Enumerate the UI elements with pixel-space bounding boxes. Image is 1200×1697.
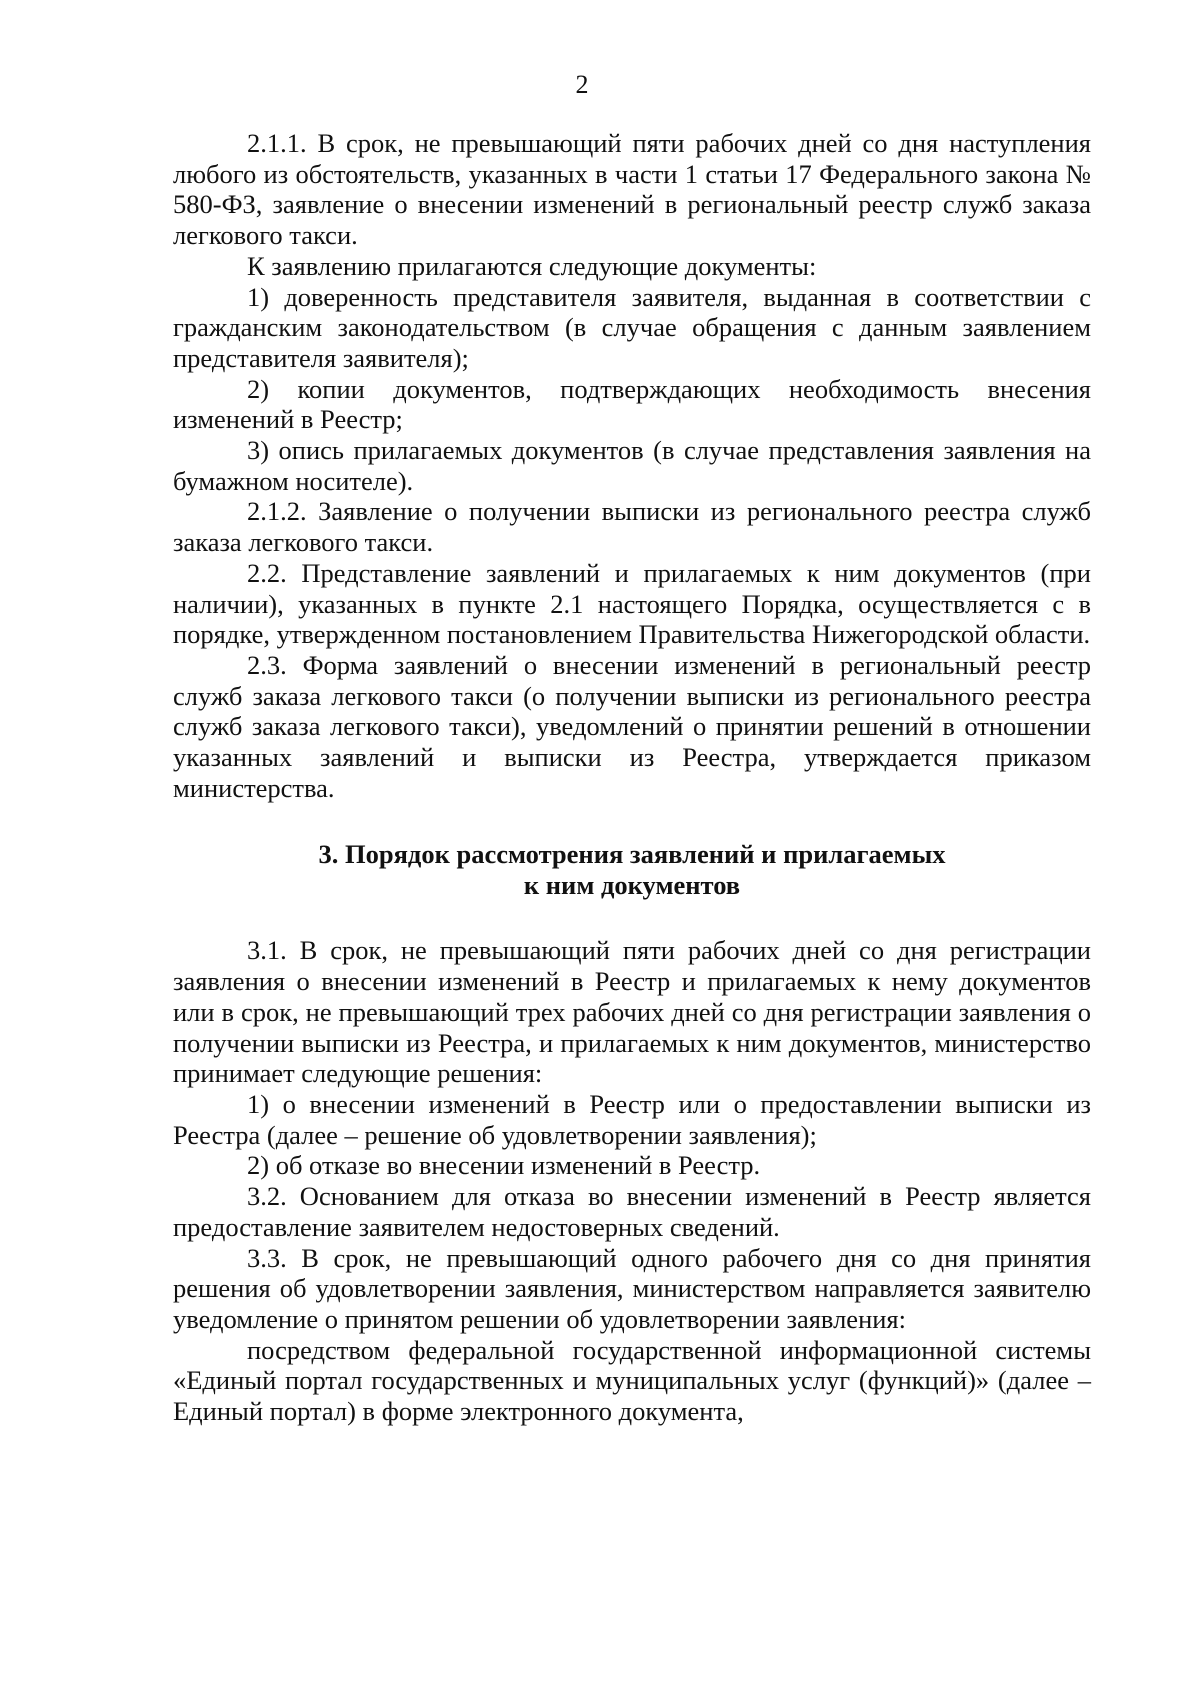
list-item-document-2: 2) копии документов, подтверждающих необходимость внесения изменений в Реестр;: [173, 373, 1091, 435]
paragraph-3-3: 3.3. В срок, не превышающий одного рабочего дня со дня принятия решения об удовлетворении заявления, министерством направляется заявителю уведомление о принятом решении об удовлетворении заявления:: [173, 1242, 1091, 1334]
section-heading-line-2: к ним документов: [523, 870, 741, 901]
list-item-decision-2: 2) об отказе во внесении изменений в Реестр.: [247, 1150, 761, 1181]
page-number: 2: [575, 70, 589, 99]
paragraph-2-2: 2.2. Представление заявлений и прилагаемых к ним документов (при наличии), указанных в пункте 2.1 настоящего Порядка, осуществляется с в порядке, утвержденном постановлением Правительства Нижегородской области.: [173, 557, 1091, 650]
list-item-document-3: 3) опись прилагаемых документов (в случае представления заявления на бумажном носителе).: [173, 435, 1091, 496]
section-heading-line-1: 3. Порядок рассмотрения заявлений и прилагаемых: [318, 839, 946, 870]
paragraph-2-3: 2.3. Форма заявлений о внесении изменений в региональный реестр служб заказа легкового такси (о получении выписки из регионального реестра служб заказа легкового такси), уведомлений о принятии решений в отношении указанных заявлений и выписки из Реестра, утверждается приказом министерства.: [173, 649, 1091, 803]
document-body: [173, 128, 1091, 1427]
paragraph-documents-intro: К заявлению прилагаются следующие документы:: [247, 250, 817, 281]
section-heading: [173, 839, 1091, 901]
list-item-decision-1: 1) о внесении изменений в Реестр или о предоставлении выписки из Реестра (далее – решение об удовлетворении заявления);: [173, 1088, 1091, 1150]
list-item-document-1: 1) доверенность представителя заявителя, выданная в соответствии с гражданским законодательством (в случае обращения с данным заявлением представителя заявителя);: [173, 281, 1091, 373]
paragraph-2-1-1: 2.1.1. В срок, не превышающий пяти рабочих дней со дня наступления любого из обстоятельств, указанных в части 1 статьи 17 Федерального закона № 580-ФЗ, заявление о внесении изменений в региональный реестр служб заказа легкового такси.: [173, 128, 1091, 251]
paragraph-2-1-2: 2.1.2. Заявление о получении выписки из регионального реестра служб заказа легкового такси.: [173, 496, 1091, 558]
paragraph-3-1: 3.1. В срок, не превышающий пяти рабочих дней со дня регистрации заявления о внесении изменений в Реестр и прилагаемых к нему документов или в срок, не превышающий трех рабочих дней со дня регистрации заявления о получении выписки из Реестра, и прилагаемых к ним документов, министерство принимает следующие решения:: [173, 935, 1091, 1089]
paragraph-3-2: 3.2. Основанием для отказа во внесении изменений в Реестр является предоставление заявителем недостоверных сведений.: [173, 1181, 1091, 1242]
paragraph-portal: посредством федеральной государственной информационной системы «Единый портал государственных и муниципальных услуг (функций)» (далее – Единый портал) в форме электронного документа,: [173, 1334, 1091, 1427]
